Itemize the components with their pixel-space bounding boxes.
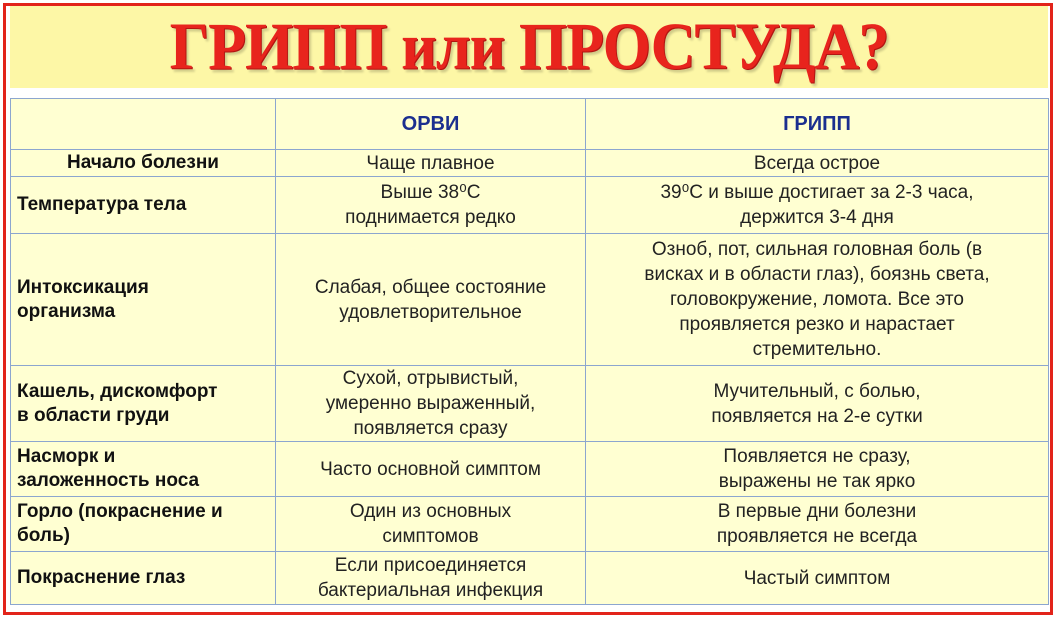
orvi-line: Один из основных	[349, 501, 512, 522]
flu-cell	[586, 552, 1049, 605]
flu-line: выражены не так ярко	[718, 471, 916, 492]
orvi-line: Сухой, отрывистый,	[342, 368, 519, 389]
row-label	[11, 497, 276, 552]
flu-cell	[586, 497, 1049, 552]
orvi-line: симптомов	[382, 526, 479, 547]
row-label	[11, 150, 276, 177]
row-label-line: Покраснение глаз	[17, 567, 186, 588]
flu-line: В первые дни болезни	[717, 501, 917, 522]
orvi-cell	[276, 366, 586, 442]
table-row	[11, 234, 1049, 366]
orvi-cell	[276, 150, 586, 177]
orvi-cell	[276, 177, 586, 234]
orvi-line: Чаще плавное	[366, 152, 495, 174]
flu-line: Мучительный, с болью,	[713, 380, 921, 402]
header-cell-empty	[11, 99, 276, 150]
flu-line: Частый симптом	[743, 567, 891, 589]
row-label-line: боль)	[17, 525, 70, 546]
orvi-line: Выше 38⁰С	[380, 182, 481, 203]
row-label	[11, 234, 276, 366]
orvi-line: Часто основной симптом	[320, 458, 541, 480]
orvi-line: бактериальная инфекция	[317, 580, 544, 601]
row-label-line: заложенность носа	[17, 470, 200, 491]
flu-line: Появляется не сразу,	[723, 446, 911, 467]
row-label	[11, 177, 276, 234]
row-label-line: организма	[17, 300, 116, 322]
table-row	[11, 366, 1049, 442]
flu-line: появляется на 2-е сутки	[711, 405, 923, 427]
orvi-cell	[276, 442, 586, 497]
header-cell-flu: ГРИПП	[586, 99, 1049, 150]
orvi-line: удовлетворительное	[339, 301, 522, 323]
row-label-line: Температура тела	[17, 194, 187, 215]
orvi-line: Если присоединяется	[334, 555, 527, 576]
flu-line: проявляется не всегда	[716, 526, 918, 547]
header-cell-orvi: ОРВИ	[276, 99, 586, 150]
flu-cell	[586, 177, 1049, 234]
row-label-line: Кашель, дискомфорт	[17, 380, 218, 402]
flu-cell	[586, 442, 1049, 497]
table-header-row	[11, 99, 1049, 150]
flu-cell	[586, 150, 1049, 177]
orvi-cell	[276, 497, 586, 552]
orvi-line: появляется сразу	[353, 418, 508, 439]
row-label	[11, 442, 276, 497]
orvi-line: поднимается редко	[345, 207, 516, 228]
table-row	[11, 497, 1049, 552]
row-label	[11, 552, 276, 605]
table-row	[11, 442, 1049, 497]
page-title: ГРИПП или ПРОСТУДА?	[169, 10, 889, 84]
flu-line: головокружение, ломота. Все это	[670, 289, 964, 310]
row-label-line: Насморк и	[17, 446, 116, 467]
row-label-line: Горло (покраснение и	[17, 501, 223, 522]
orvi-line: Слабая, общее состояние	[314, 276, 547, 298]
table-row	[11, 552, 1049, 605]
comparison-table	[10, 98, 1049, 605]
row-label	[11, 366, 276, 442]
row-label-line: Интоксикация	[17, 276, 149, 298]
table-row	[11, 177, 1049, 234]
orvi-cell	[276, 234, 586, 366]
flu-line: 39⁰С и выше достигает за 2-3 часа,	[660, 182, 974, 203]
table-row	[11, 150, 1049, 177]
orvi-cell	[276, 552, 586, 605]
flu-cell	[586, 366, 1049, 442]
orvi-line: умеренно выраженный,	[325, 393, 536, 414]
flu-line: Всегда острое	[753, 152, 881, 174]
row-label-line: в области груди	[17, 404, 170, 426]
flu-line: стремительно.	[752, 339, 882, 360]
flu-line: висках и в области глаз), боязнь света,	[644, 264, 990, 285]
flu-line: проявляется резко и нарастает	[679, 314, 955, 335]
title-banner	[10, 6, 1048, 88]
flu-line: Озноб, пот, сильная головная боль (в	[651, 239, 983, 260]
flu-line: держится 3-4 дня	[740, 207, 894, 228]
flu-cell	[586, 234, 1049, 366]
row-label-line: Начало болезни	[67, 152, 219, 173]
